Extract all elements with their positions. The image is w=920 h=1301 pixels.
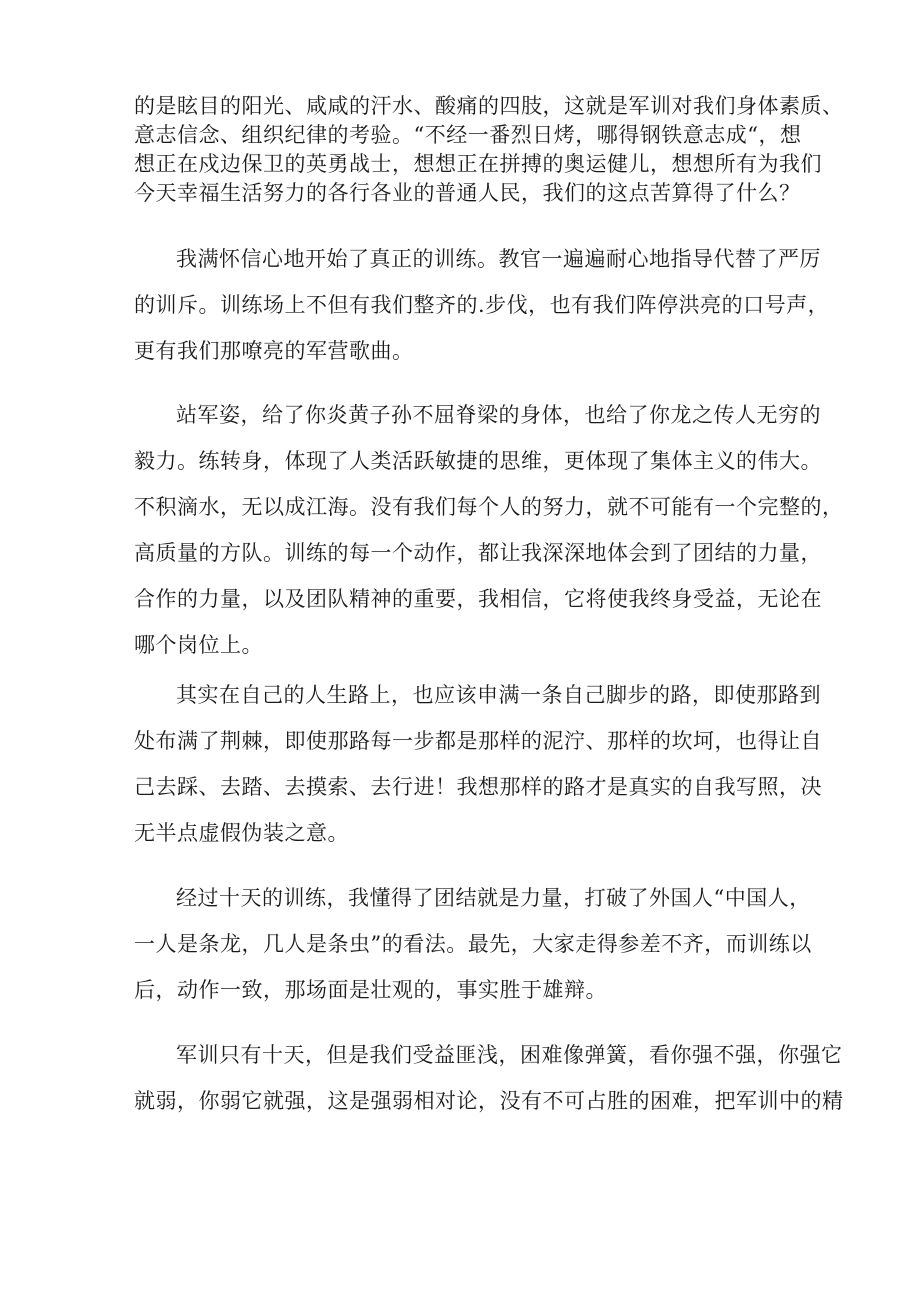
text-line: 站军姿，给了你炎黄子孙不屈脊梁的身体，也给了你龙之传人无穷的	[176, 403, 821, 427]
text-line: 后，动作一致，那场面是壮观的，事实胜于雄辩。	[134, 978, 607, 1002]
text-line: 军训只有十天，但是我们受益匪浅，困难像弹簧，看你强不强，你强它	[176, 1043, 843, 1067]
text-line: 合作的力量，以及团队精神的重要，我相信，它将使我终身受益，无论在	[134, 587, 822, 611]
text-line: 的是眩目的阳光、咸咸的汗水、酸痛的四肢，这就是军训对我们身体素质、	[134, 94, 844, 118]
text-line: 其实在自己的人生路上，也应该申满一条自己脚步的路，即使那路到	[176, 683, 821, 707]
paragraph-4	[134, 672, 822, 856]
text-line: 经过十天的训练，我懂得了团结就是力量，打破了外国人“中国人，	[176, 886, 811, 910]
paragraph-5	[134, 875, 812, 1013]
paragraph-6	[134, 1032, 844, 1124]
text-line: 无半点虚假伪装之意。	[134, 821, 349, 845]
text-line: 我满怀信心地开始了真正的训练。教官一遍遍耐心地指导代替了严厉	[176, 247, 821, 271]
text-line: 想正在戍边保卫的英勇战士，想想正在拼搏的奥运健儿，想想所有为我们	[134, 152, 822, 176]
text-line: 己去踩、去踏、去摸索、去行进！我想那样的路才是真实的自我写照，决	[134, 775, 822, 799]
text-line: 就弱，你弱它就强，这是强弱相对论，没有不可占胜的困难，把军训中的精	[134, 1089, 844, 1113]
text-line: 更有我们那嘹亮的军营歌曲。	[134, 339, 414, 363]
paragraph-3	[134, 392, 844, 668]
text-line: 哪个岗位上。	[134, 633, 263, 657]
text-line: 意志信念、组织纪律的考验。“不经一番烈日烤，哪得钢铁意志成“，想	[134, 123, 802, 147]
paragraph-2	[134, 236, 830, 374]
text-line: 一人是条龙，几人是条虫”的看法。最先，大家走得参差不齐，而训练以	[134, 932, 812, 956]
text-line: 高质量的方队。训练的每一个动作，都让我深深地体会到了团结的力量，	[134, 541, 822, 565]
text-line: 的训斥。训练场上不但有我们整齐的.步伐，也有我们阵停洪亮的口号声，	[134, 293, 830, 317]
text-line: 处布满了荆棘，即使那路每一步都是那样的泥泞、那样的坎坷，也得让自	[134, 729, 822, 753]
text-line: 不积滴水，无以成江海。没有我们每个人的努力，就不可能有一个完整的，	[134, 495, 844, 519]
text-line: 毅力。练转身，体现了人类活跃敏捷的思维，更体现了集体主义的伟大。	[134, 449, 822, 473]
text-line: 今天幸福生活努力的各行各业的普通人民，我们的这点苦算得了什么？	[134, 181, 801, 205]
paragraph-1	[134, 92, 844, 208]
